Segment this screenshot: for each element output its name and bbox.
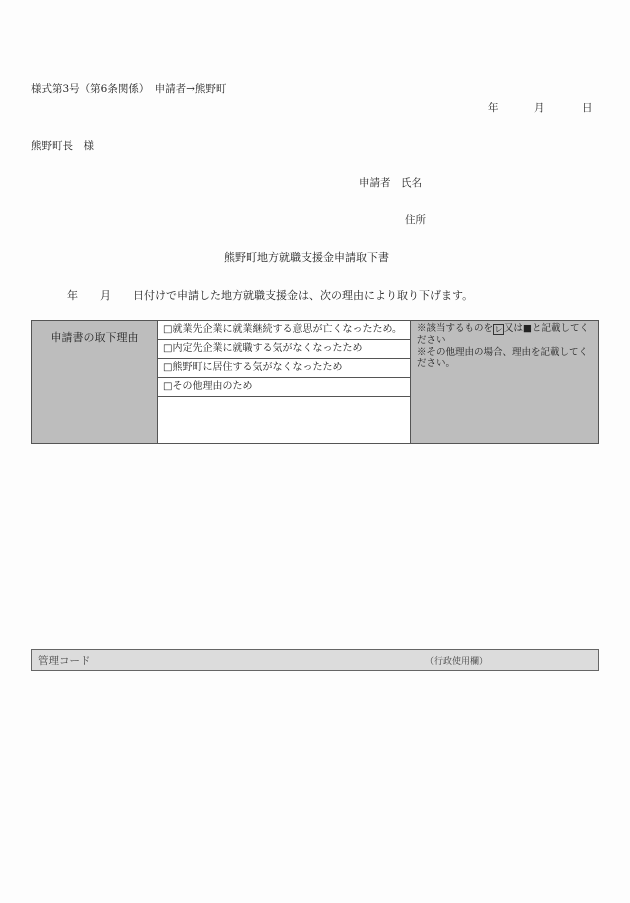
reason-option-2[interactable]: □内定先企業に就職する気がなくなったため — [158, 340, 410, 359]
reason-option-3[interactable]: □熊野町に居住する気がなくなったため — [158, 359, 410, 378]
intro-statement: 年 月 日付けで申請した地方就職支援金は、次の理由により取り下げます。 — [67, 289, 474, 302]
instructions-cell — [411, 321, 598, 443]
date-year-label: 年 — [488, 102, 499, 114]
reasons-table — [31, 320, 599, 444]
reasons-label: 申請書の取下理由 — [50, 331, 139, 344]
checked-box-icon: レ — [494, 325, 503, 334]
instruction-line1-prefix: ※該当するものを — [417, 323, 494, 334]
instruction-line1-suffix: 又は■と記載してください — [417, 323, 589, 346]
management-code-label: 管理コード — [38, 655, 91, 667]
document-title: 熊野町地方就職支援金申請取下書 — [224, 251, 389, 264]
administrative-use-note: （行政使用欄） — [425, 657, 489, 667]
reason-option-4[interactable]: □その他理由のため — [158, 378, 410, 397]
applicant-address-label: 住所 — [405, 214, 426, 226]
reasons-label-cell — [32, 321, 158, 443]
management-code-bar — [31, 649, 599, 671]
form-number: 様式第3号（第6条関係） 申請者→熊野町 — [31, 83, 227, 95]
applicant-name-label: 申請者 氏名 — [359, 177, 422, 189]
instruction-line2: ※その他理由の場合、理由を記載してください。 — [417, 346, 589, 369]
date-month-label: 月 — [534, 102, 545, 114]
reason-option-1[interactable]: □就業先企業に就業継続する意思が亡くなったため。 — [158, 321, 410, 340]
other-reason-field[interactable] — [158, 397, 410, 443]
reasons-options-column — [158, 321, 411, 443]
date-day-label: 日 — [582, 102, 593, 114]
addressee: 熊野町長 様 — [31, 140, 94, 152]
